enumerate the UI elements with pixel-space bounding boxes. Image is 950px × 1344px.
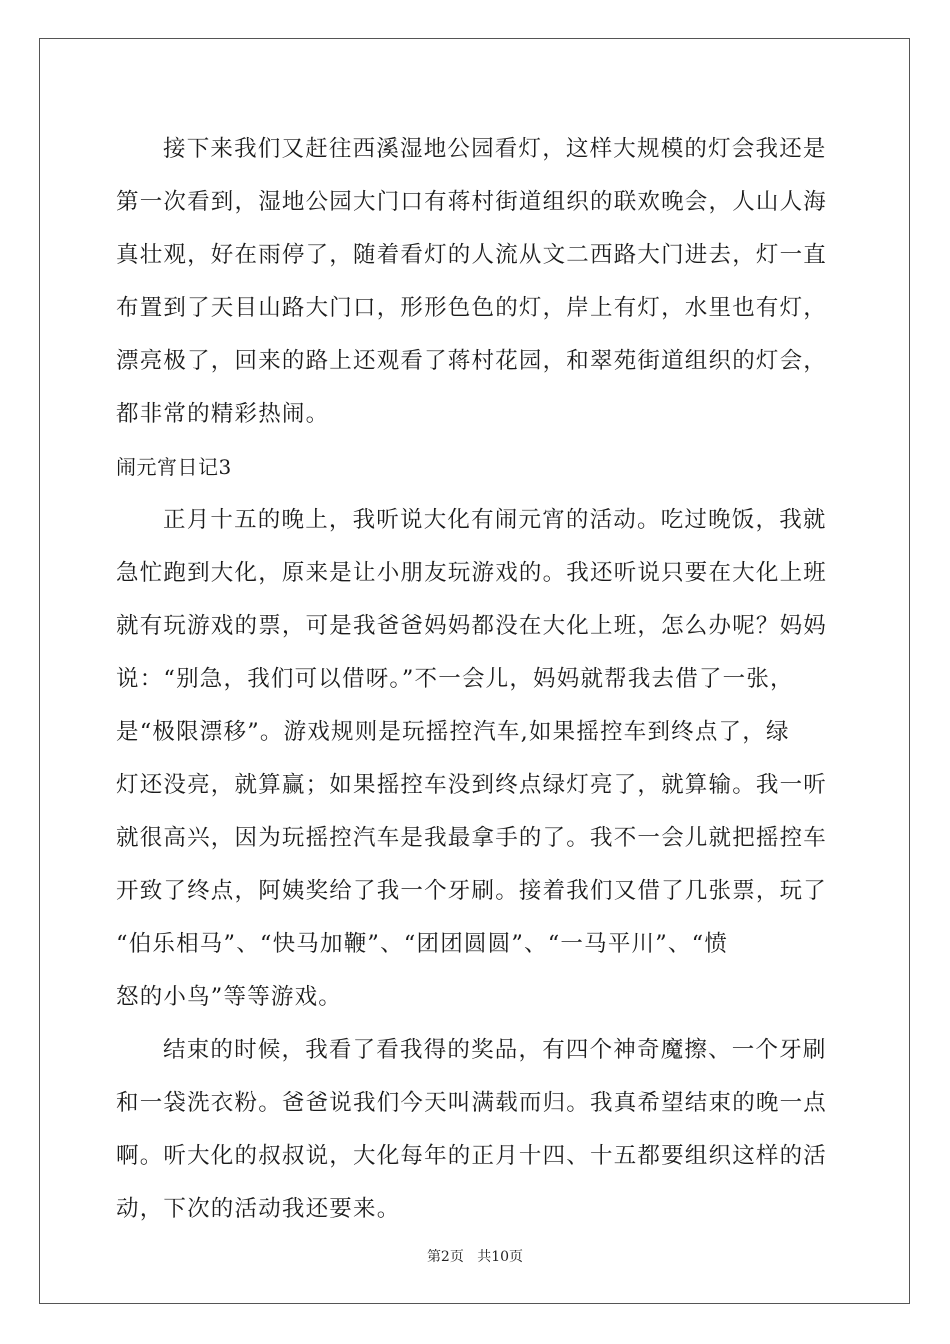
text-line: 是“极限漂移”。游戏规则是玩摇控汽车,如果摇控车到终点了，绿 bbox=[116, 719, 790, 745]
text-line: 第一次看到，湿地公园大门口有蒋村街道组织的联欢晚会，人山人海 bbox=[116, 189, 828, 215]
text-line: 都非常的精彩热闹。 bbox=[116, 401, 330, 427]
text-line: 结束的时候，我看了看我得的奖品，有四个神奇魔擦、一个牙刷 bbox=[163, 1037, 827, 1063]
text-line: 正月十五的晚上，我听说大化有闹元宵的活动。吃过晚饭，我就 bbox=[163, 507, 827, 533]
paragraph-ending bbox=[116, 1024, 836, 1236]
text-line: 怒的小鸟”等等游戏。 bbox=[116, 984, 343, 1010]
page-total: 共10页 bbox=[477, 1249, 524, 1265]
text-line: 布置到了天目山路大门口，形形色色的灯，岸上有灯，水里也有灯， bbox=[116, 295, 828, 321]
paragraph-lantern-festival bbox=[116, 123, 836, 441]
text-line: 漂亮极了，回来的路上还观看了蒋村花园，和翠苑街道组织的灯会， bbox=[116, 348, 828, 374]
text-line: 啊。听大化的叔叔说，大化每年的正月十四、十五都要组织这样的活 bbox=[116, 1143, 828, 1169]
text-line: 灯还没亮，就算赢；如果摇控车没到终点绿灯亮了，就算输。我一听 bbox=[116, 772, 828, 798]
section-heading: 闹元宵日记3 bbox=[116, 455, 232, 479]
page-number: 第2页 bbox=[426, 1249, 464, 1265]
text-line: 接下来我们又赶往西溪湿地公园看灯，这样大规模的灯会我还是 bbox=[163, 136, 827, 162]
text-line: 就有玩游戏的票，可是我爸爸妈妈都没在大化上班，怎么办呢？妈妈 bbox=[116, 613, 828, 639]
text-line: 动，下次的活动我还要来。 bbox=[116, 1196, 401, 1222]
text-line: 说：“别急，我们可以借呀。”不一会儿，妈妈就帮我去借了一张， bbox=[116, 666, 794, 692]
text-line: 急忙跑到大化，原来是让小朋友玩游戏的。我还听说只要在大化上班 bbox=[116, 560, 828, 586]
paragraph-games bbox=[116, 494, 836, 1024]
text-line: 就很高兴，因为玩摇控汽车是我最拿手的了。我不一会儿就把摇控车 bbox=[116, 825, 828, 851]
text-line: 和一袋洗衣粉。爸爸说我们今天叫满载而归。我真希望结束的晚一点 bbox=[116, 1090, 828, 1116]
page-footer bbox=[0, 1246, 950, 1266]
text-line: 真壮观，好在雨停了，随着看灯的人流从文二西路大门进去，灯一直 bbox=[116, 242, 828, 268]
document-body bbox=[116, 123, 836, 1236]
text-line: “伯乐相马”、“快马加鞭”、“团团圆圆”、“一马平川”、“愤 bbox=[116, 931, 729, 957]
text-line: 开致了终点，阿姨奖给了我一个牙刷。接着我们又借了几张票，玩了 bbox=[116, 878, 828, 904]
